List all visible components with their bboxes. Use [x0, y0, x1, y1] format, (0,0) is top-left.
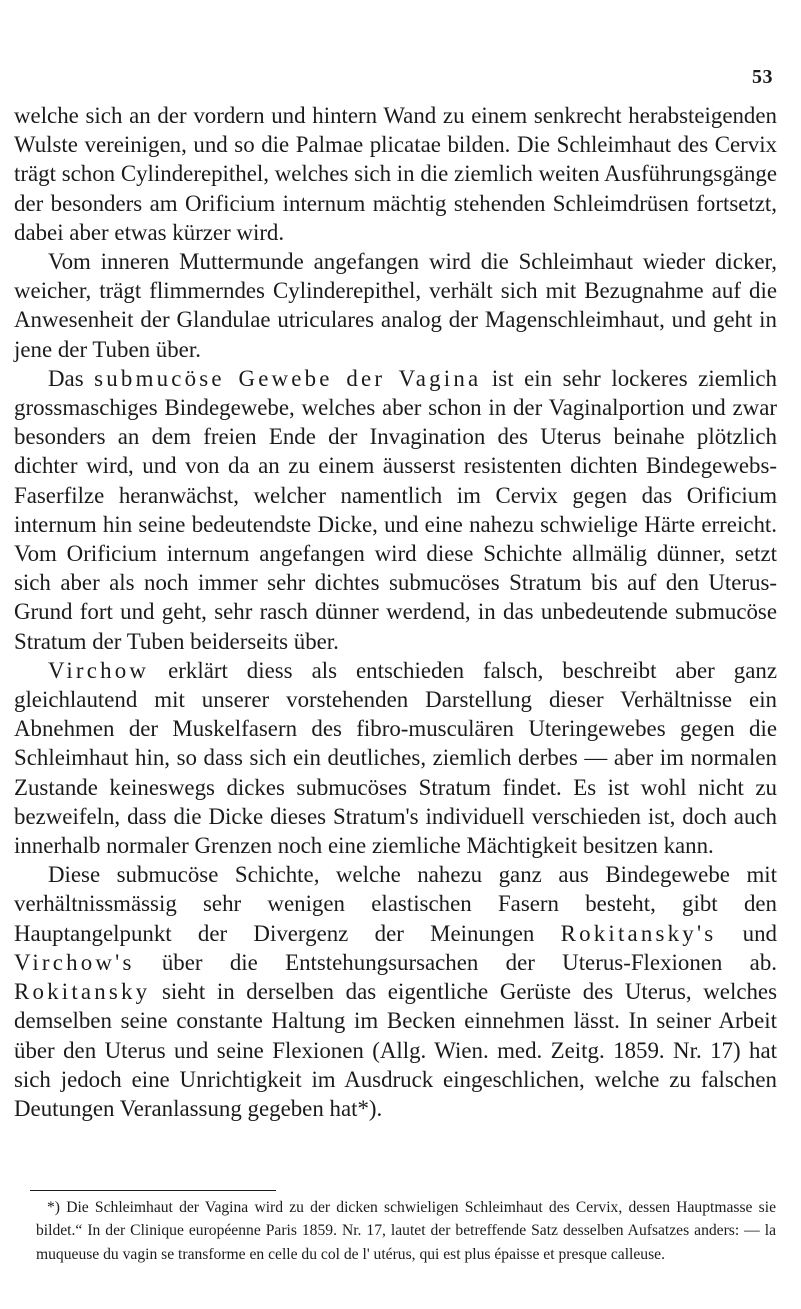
- paragraph-1: [14, 101, 777, 247]
- footnote-text: *) Die Schleimhaut der Vagina wird zu der dicken schwieligen Schleimhaut des Cervix, dessen Hauptmasse sie bildet.“ In der Clinique européenne Paris 1859. Nr. 17, lautet der betreffende Satz desselben Aufsatzes anders: — la muqueuse du vagin se transforme en celle du col de l' utérus, qui est plus épaisse et presque calleuse.: [36, 1199, 776, 1263]
- text-segment: sieht in derselben das eigentliche Gerüste des Uterus, welches demselben seine constante Haltung im Becken einnehmen lässt. In seiner Arbeit über den Uterus und seine Flexionen (Allg. Wien. med. Zeitg. 1859. Nr. 17) hat sich jedoch eine Unrichtigkeit im Ausdruck eingeschlichen, welche zu falschen Deutungen Veranlassung gegeben hat*).: [14, 979, 777, 1121]
- text-segment: Das: [48, 365, 95, 391]
- paragraph-4: [14, 656, 777, 860]
- footnote-divider: [30, 1190, 276, 1191]
- text-segment: über die Entstehungsursachen der Uterus-Flexionen ab.: [134, 949, 777, 975]
- paragraph-5: [14, 860, 777, 1123]
- body-text: [14, 101, 777, 1123]
- text-segment: Vom inneren Muttermunde angefangen wird die Schleimhaut wieder dicker, weicher, trägt flimmerndes Cylinderepithel, verhält sich mit Bezugnahme auf die Anwesenheit der Glandulae utriculares analog der Magenschleimhaut, und geht in jene der Tuben über.: [14, 249, 777, 362]
- author-name-virchow: Virchow: [48, 657, 150, 683]
- text-segment: welche sich an der vordern und hintern Wand zu einem senkrecht herabsteigenden Wulste vereinigen, und so die Palmae plicatae bilden. Die Schleimhaut des Cervix trägt schon Cylinderepithel, welches sich in die ziemlich weiten Ausführungsgänge der besonders am Orificium internum mächtig stehenden Schleimdrüsen fortsetzt, dabei aber etwas kürzer wird.: [14, 103, 777, 245]
- text-segment: erklärt diess als entschieden falsch, beschreibt aber ganz gleichlautend mit unserer vorstehenden Darstellung dieser Verhältnisse ein Abnehmen der Muskelfasern des fibro-musculären Uteringewebes gegen die Schleimhaut hin, so dass sich ein deutliches, ziemlich derbes — aber im normalen Zustande keineswegs dickes submucöses Stratum findet. Es ist wohl nicht zu bezweifeln, dass die Dicke dieses Stratum's individuell verschieden ist, doch auch innerhalb normaler Grenzen noch eine ziemliche Mächtigkeit besitzen kann.: [14, 657, 777, 859]
- author-name-rokitansky: Rokitansky's: [560, 920, 717, 946]
- footnote: [36, 1196, 776, 1266]
- page-number: 53: [752, 66, 773, 88]
- paragraph-2: [14, 247, 777, 364]
- author-name-virchow: Virchow's: [14, 949, 135, 975]
- author-name-rokitansky: Rokitansky: [14, 979, 151, 1005]
- paragraph-3: [14, 364, 777, 656]
- text-segment: ist ein sehr lockeres ziemlich grossmaschiges Bindegewebe, welches aber schon in der Vaginalportion und zwar besonders an dem freien Ende der Invagination des Uterus beinahe plötzlich dichter wird, und von da an zu einem äusserst resistenten dichten Bindegewebs-Faserfilze heranwächst, welcher namentlich im Cervix gegen das Orificium internum hin seine bedeutendste Dicke, und eine nahezu schwielige Härte erreicht. Vom Orificium internum angefangen wird diese Schichte allmälig dünner, setzt sich aber als noch immer sehr dichtes submucöses Stratum bis auf den Uterus-Grund fort und geht, sehr rasch dünner werdend, in das unbedeutende submucöse Stratum der Tuben beiderseits über.: [14, 365, 777, 654]
- spaced-emphasis: submucöse Gewebe der Vagina: [94, 365, 482, 391]
- text-segment: Diese submucöse Schichte, welche nahezu ganz aus Bindegewebe mit verhältnissmässig sehr wenigen elastischen Fasern besteht, gibt den Hauptangelpunkt der Divergenz der Meinungen: [14, 862, 777, 946]
- text-segment: und: [716, 920, 778, 946]
